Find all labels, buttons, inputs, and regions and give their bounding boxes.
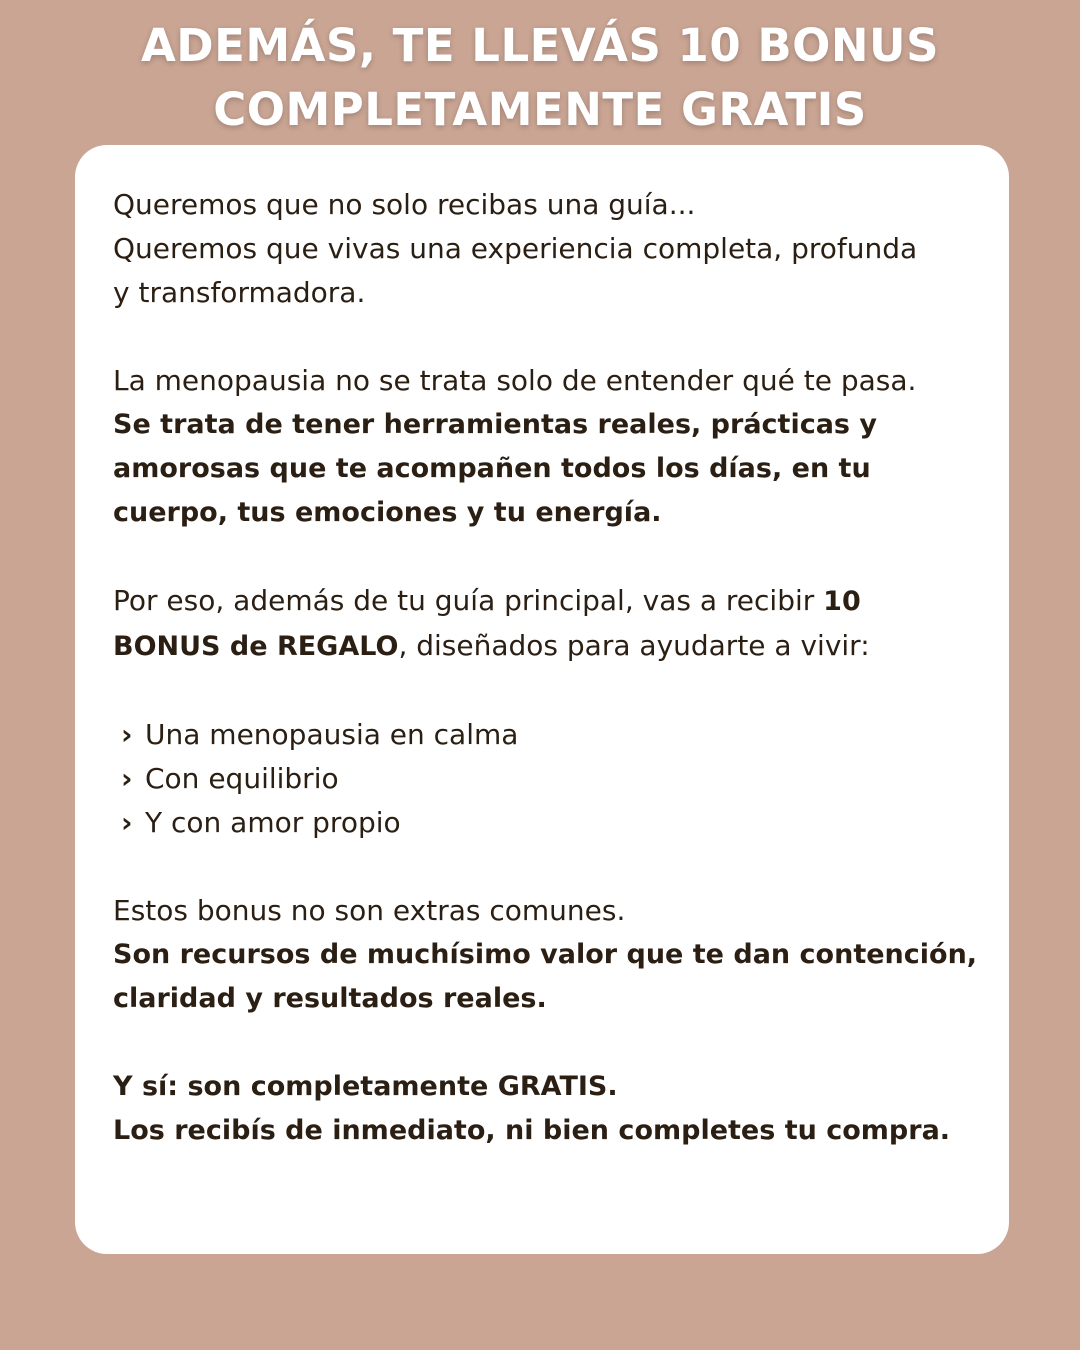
extras-line-1: Estos bonus no son extras comunes. — [113, 894, 626, 927]
closing-bold-line-2: Los recibís de inmediato, ni bien completes tu compra. — [113, 1115, 951, 1146]
intro-paragraph — [113, 183, 979, 315]
menopause-bold-line-3: cuerpo, tus emociones y tu energía. — [113, 497, 662, 528]
list-item — [113, 757, 979, 801]
menopause-paragraph — [113, 359, 979, 535]
closing-bold-line-1: Y sí: son completamente GRATIS. — [113, 1071, 618, 1102]
bonus-paragraph — [113, 579, 979, 669]
extras-bold-line-1: Son recursos de muchísimo valor que te dan contención, — [113, 939, 978, 970]
spacer — [113, 1021, 979, 1065]
bonus-count: 10 — [823, 586, 861, 617]
page-title-line-1: ADEMÁS, TE LLEVÁS 10 BONUS — [140, 19, 940, 72]
list-item — [113, 713, 979, 757]
intro-line-2: Queremos que vivas una experiencia completa, profunda — [113, 232, 918, 265]
bonus-line-2 — [113, 624, 979, 669]
menopause-bold-line-2: amorosas que te acompañen todos los días, en tu — [113, 453, 871, 484]
menopause-line-1: La menopausia no se trata solo de entender qué te pasa. — [113, 364, 917, 397]
spacer — [113, 845, 979, 889]
chevron-right-icon: › — [121, 806, 133, 839]
spacer — [113, 315, 979, 359]
closing-paragraph — [113, 1065, 979, 1153]
list-item — [113, 801, 979, 845]
list-item-label: Con equilibrio — [145, 762, 339, 795]
chevron-right-icon: › — [121, 762, 133, 795]
list-item-label: Una menopausia en calma — [145, 718, 519, 751]
list-item-label: Y con amor propio — [145, 806, 401, 839]
extras-bold-line-2: claridad y resultados reales. — [113, 983, 547, 1014]
page-title — [0, 14, 1080, 142]
bonus-text-2: , diseñados para ayudarte a vivir: — [398, 629, 870, 662]
spacer — [113, 535, 979, 579]
menopause-bold-line-1: Se trata de tener herramientas reales, prácticas y — [113, 409, 878, 440]
extras-paragraph — [113, 889, 979, 1021]
intro-line-3: y transformadora. — [113, 276, 366, 309]
page-title-line-2: COMPLETAMENTE GRATIS — [213, 83, 867, 136]
bonus-text-1: Por eso, además de tu guía principal, vas a recibir — [113, 584, 824, 617]
spacer — [113, 669, 979, 713]
chevron-right-icon: › — [121, 718, 133, 751]
bonus-line-1 — [113, 579, 979, 624]
content-card — [75, 145, 1009, 1254]
benefits-list — [113, 713, 979, 845]
intro-line-1: Queremos que no solo recibas una guía... — [113, 188, 696, 221]
bonus-gift-label: BONUS de REGALO — [113, 631, 399, 662]
